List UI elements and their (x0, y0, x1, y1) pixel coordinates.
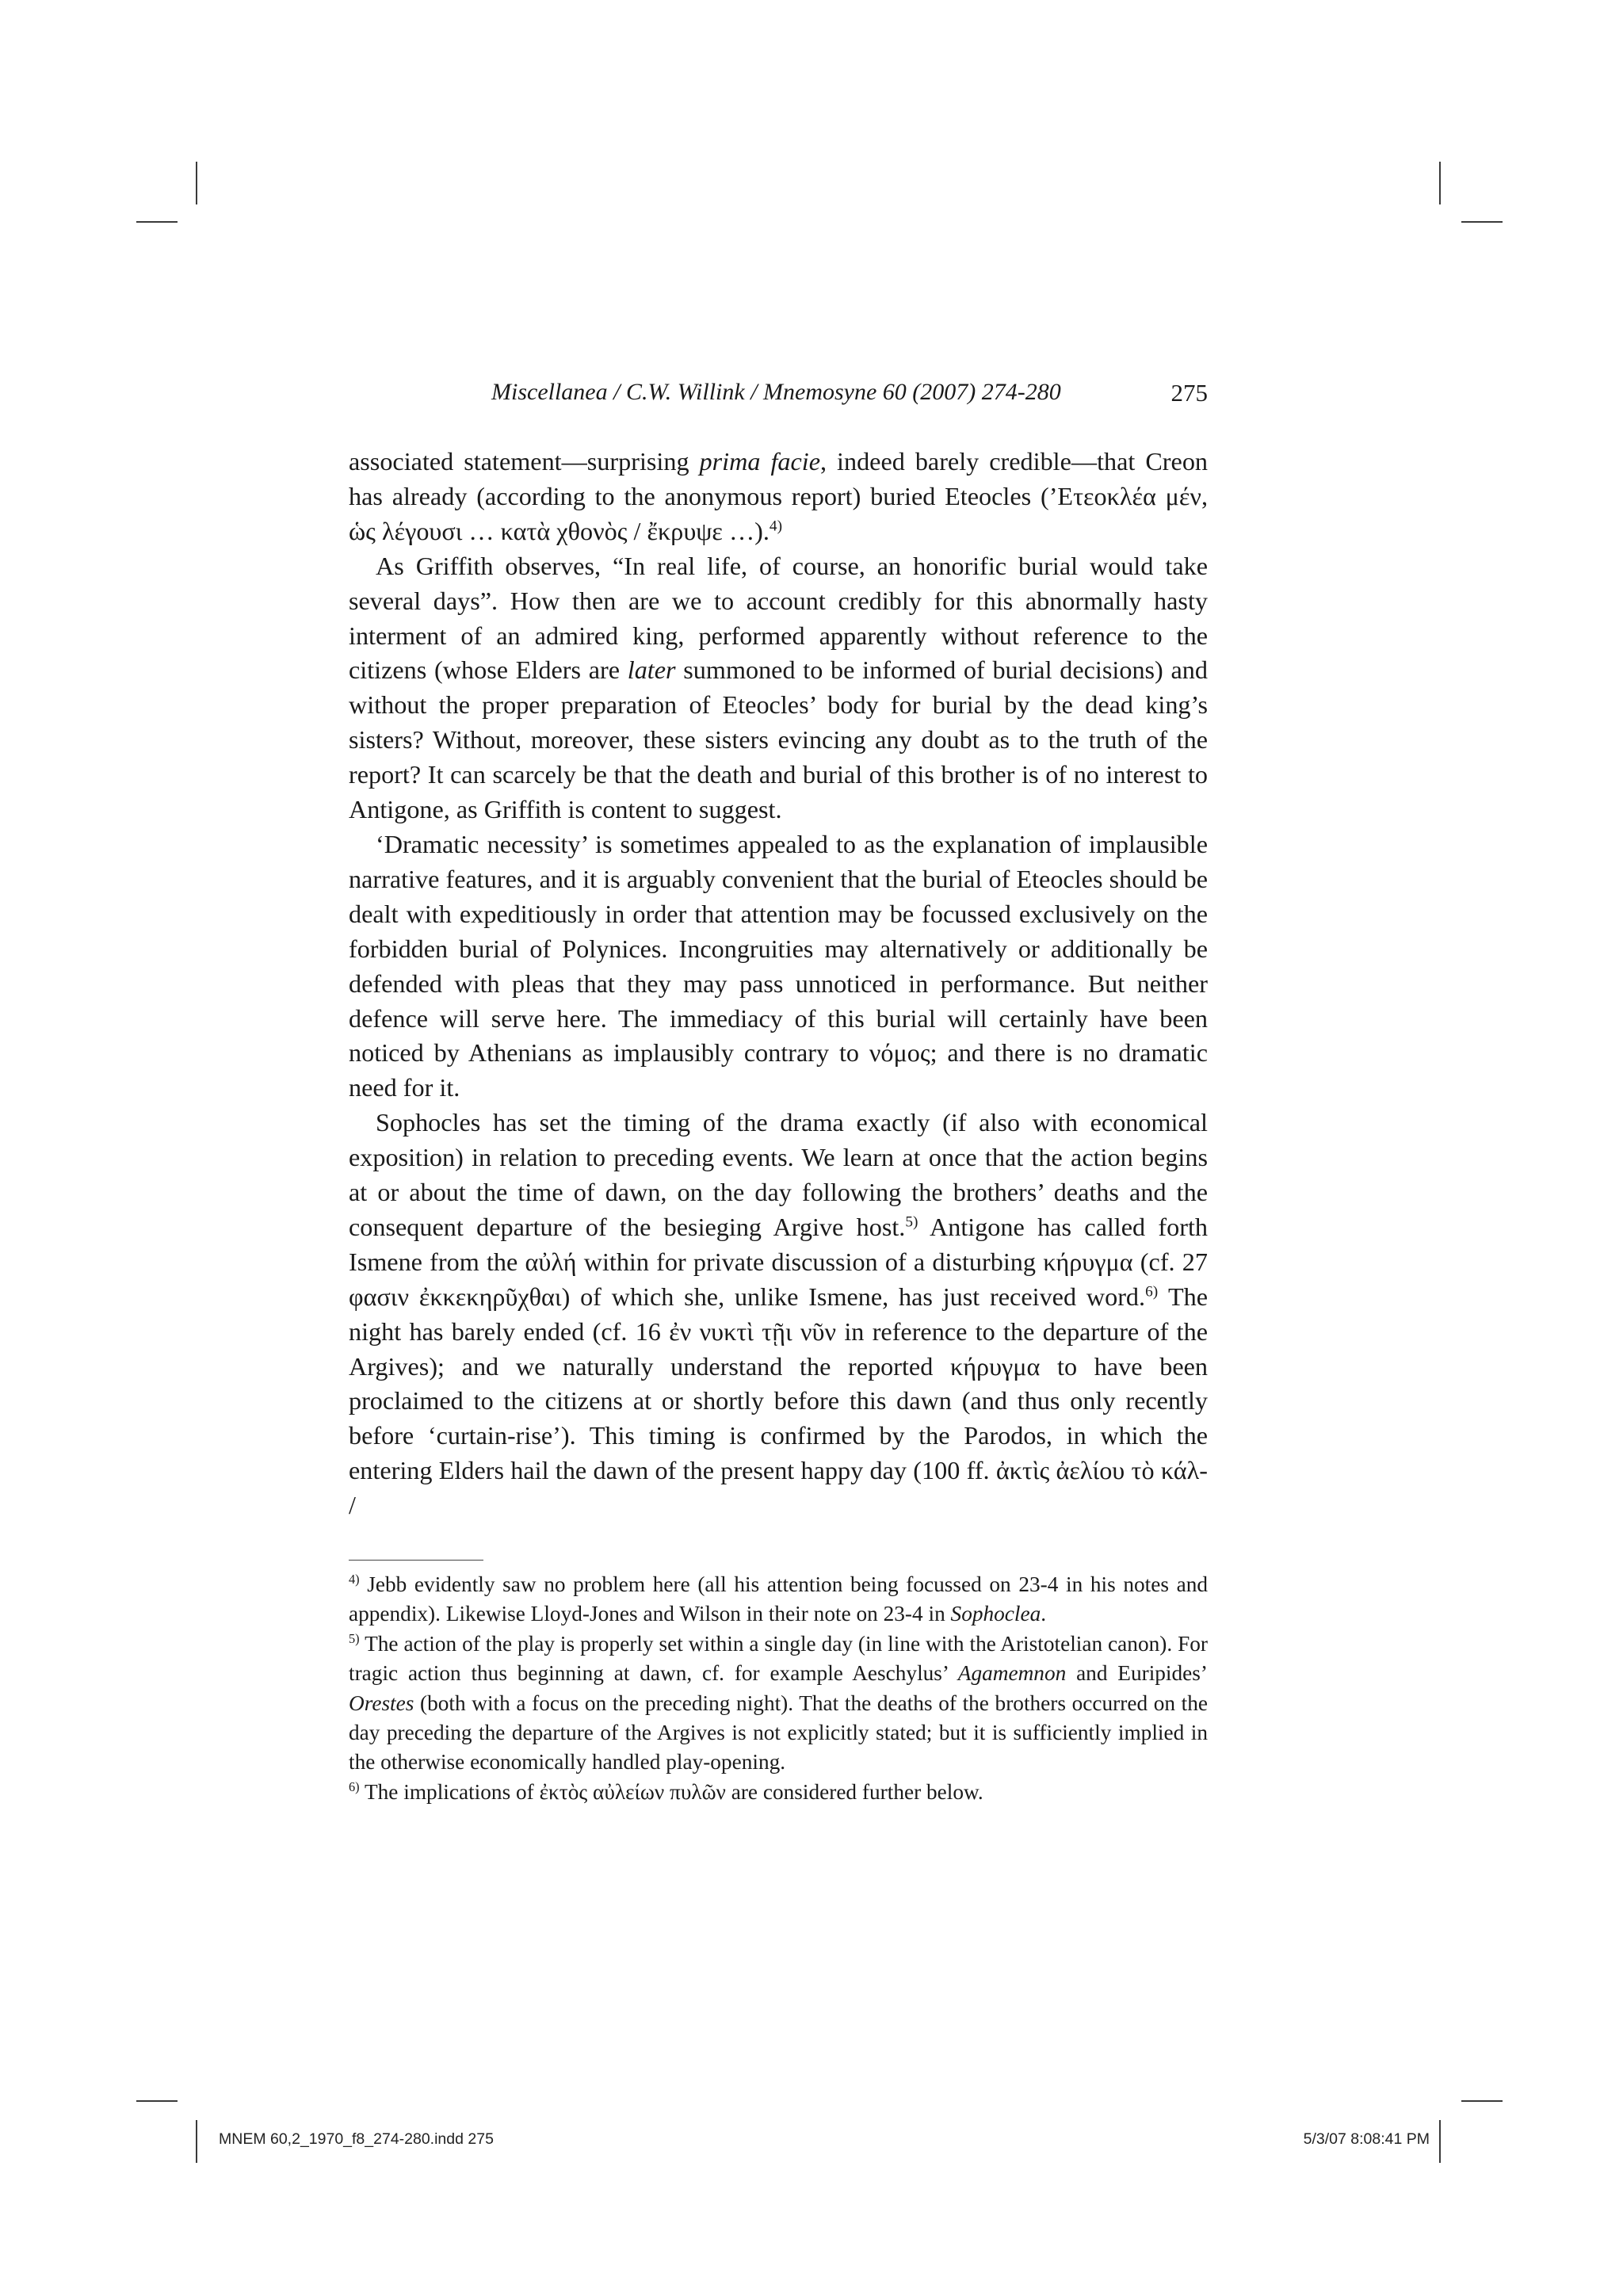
text-run: Sophocles has set the timing of the drama exactly (if also with economical exposition) in relation to preceding events. We learn at once that the action begins at or about the time of dawn, on the day following the brothers’ deaths and the consequent departure of the besieging Argive host. (349, 1108, 1208, 1241)
paragraph-2 (349, 549, 1208, 827)
italic-title: Sophoclea (950, 1602, 1041, 1626)
text-run: , indeed barely credible—that Creon has already (according to the anonymous report) buried Eteocles (ʼΕτεοκλέα μέν, ὡς λέγουσι … κατὰ χθονὸς / ἔκρυψε …). (349, 447, 1209, 545)
crop-mark-bottom-left-vertical (196, 2120, 197, 2163)
main-text (349, 445, 1208, 1523)
text-run: associated statement—surprising (349, 447, 700, 476)
text-run: As Griffith observes, “In real life, of course, an honorific burial would take several days”. How then are we to account credibly for this abnormally hasty interment of an admired king, performed apparently without reference to the citizens (whose Elders are (349, 551, 1208, 685)
crop-mark-bottom-left-horizontal (136, 2100, 178, 2102)
paragraph-1 (349, 445, 1208, 549)
running-header (349, 379, 1208, 418)
text-run: . (1041, 1602, 1047, 1626)
text-run: The night has barely ended (cf. 16 ἐν νυκτὶ τῇι νῦν in reference to the departure of the Argives); and we naturally understand the reported κήρυγμα to have been proclaimed to the citizens at or shortly before this dawn (and thus only recently before ‘curtain-rise’). This timing is confirmed by the Parodos, in which the entering Elders hail the dawn of the present happy day (100 ff. ἀκτὶς ἀελίου τὸ κάλ- / (349, 1282, 1209, 1520)
footnote-5 (349, 1629, 1208, 1778)
crop-mark-top-left-vertical (196, 162, 197, 204)
text-run: Jebb evidently saw no problem here (all his attention being focussed on 23-4 in his notes and appendix). Likewise Lloyd-Jones and Wilson in their note on 23-4 in (349, 1572, 1208, 1626)
crop-mark-bottom-right-horizontal (1461, 2100, 1503, 2102)
footnote-ref-6: 6) (1145, 1283, 1159, 1301)
text-run: (both with a focus on the preceding night). That the deaths of the brothers occurred on the day preceding the departure of the Argives is not explicitly stated; but it is sufficiently implied in the otherwise economically handled play-opening. (349, 1690, 1208, 1775)
text-run: summoned to be informed of burial decisions) and without the proper preparation of Eteocles’ body for burial by the dead king’s sisters? Without, moreover, these sisters evincing any doubt as to the truth of the report? It can scarcely be that the death and burial of this brother is of no interest to Antigone, as Griffith is content to suggest. (349, 655, 1208, 824)
text-run: The action of the play is properly set within a single day (in line with the Aristotelian canon). For tragic action thus beginning at dawn, cf. for example Aeschylus’ (349, 1631, 1208, 1686)
footnote-number: 6) (349, 1778, 360, 1794)
crop-mark-top-left-horizontal (136, 221, 178, 223)
footnote-6 (349, 1778, 1208, 1807)
crop-mark-top-right-vertical (1439, 162, 1441, 204)
footnote-4 (349, 1570, 1208, 1629)
footnote-number: 5) (349, 1630, 360, 1646)
text-run: The implications of ἐκτὸς αὐλείων πυλῶν are considered further below. (359, 1779, 983, 1804)
italic-word: later (627, 655, 676, 685)
footnote-ref-4: 4) (769, 518, 783, 535)
italic-title: Agamemnon (957, 1661, 1067, 1686)
page-number: 275 (1170, 379, 1208, 407)
crop-mark-top-right-horizontal (1461, 221, 1503, 223)
footnote-number: 4) (349, 1571, 360, 1587)
paragraph-3: ‘Dramatic necessity’ is sometimes appealed to as the explanation of implausible narrative features, and it is arguably convenient that the burial of Eteocles should be dealt with expeditiously in order that attention may be focussed exclusively on the forbidden burial of Polynices. Incongruities may alternatively or additionally be defended with pleas that they may pass unnoticed in performance. But neither defence will serve here. The immediacy of this burial will certainly have been noticed by Athenians as implausibly contrary to νόμος; and there is no dramatic need for it. (349, 829, 1208, 1102)
running-head: Miscellanea / C.W. Willink / Mnemosyne 60 (2007) 274-280 (491, 379, 1061, 405)
footnote-ref-5: 5) (905, 1213, 918, 1231)
italic-phrase: prima facie (699, 447, 820, 476)
slug-file-info: MNEM 60,2_1970_f8_274-280.indd 275 (219, 2130, 494, 2148)
italic-title: Orestes (349, 1690, 414, 1715)
crop-mark-bottom-right-vertical (1439, 2120, 1441, 2163)
paragraph-4 (349, 1106, 1208, 1523)
footnote-rule (349, 1560, 483, 1561)
text-run: Antigone has called forth Ismene from the αὐλή within for private discussion of a disturbing κήρυγμα (cf. 27 φασιν ἐκκεκηρῦχθαι) of which she, unlike Ismene, has just received word. (349, 1212, 1208, 1311)
text-run: and Euripides’ (1066, 1661, 1208, 1686)
slug-timestamp: 5/3/07 8:08:41 PM (1303, 2130, 1430, 2148)
footnotes (349, 1570, 1208, 1807)
